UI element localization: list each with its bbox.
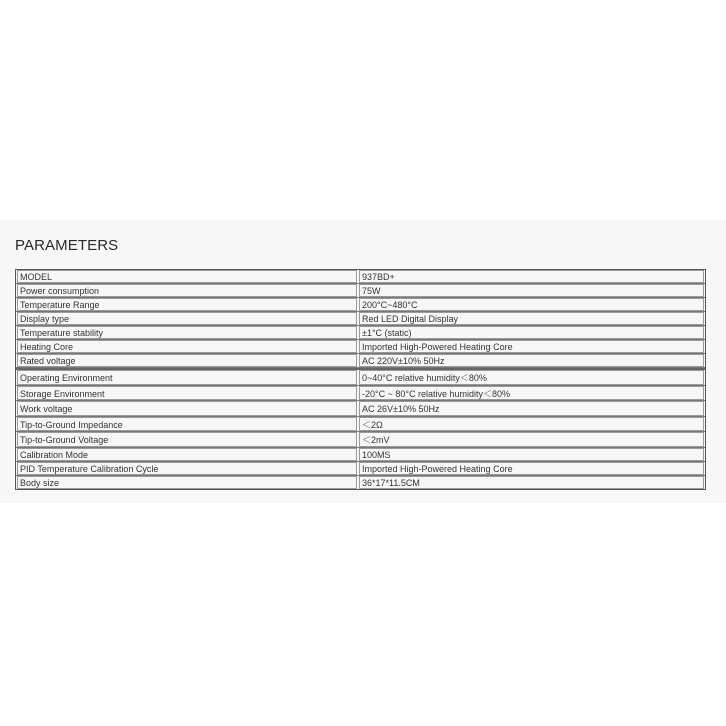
spec-label-operating-environment: Operating Environment: [17, 370, 357, 385]
spec-value-temperature-stability: ±1°C (static): [359, 326, 704, 339]
table-row: [16, 298, 705, 312]
spec-label-storage-environment: Storage Environment: [17, 386, 357, 401]
table-row: [16, 354, 705, 368]
parameters-table: [15, 269, 706, 490]
table-row: [16, 284, 705, 298]
spec-label-display-type: Display type: [17, 312, 357, 325]
section-title: PARAMETERS: [15, 237, 119, 254]
spec-label-rated-voltage: Rated voltage: [17, 354, 357, 367]
spec-value-power: 75W: [359, 284, 704, 297]
spec-value-rated-voltage: AC 220V±10% 50Hz: [359, 354, 704, 367]
spec-value-operating-environment: 0~40°C relative humidity＜80%: [359, 370, 704, 385]
spec-label-work-voltage: Work voltage: [17, 401, 357, 416]
spec-value-tip-ground-impedance: ＜2Ω: [359, 417, 704, 432]
table-row: [16, 326, 705, 340]
spec-value-heating-core: Imported High-Powered Heating Core: [359, 340, 704, 353]
spec-label-pid-calibration-cycle: PID Temperature Calibration Cycle: [17, 462, 357, 475]
spec-value-pid-calibration-cycle: Imported High-Powered Heating Core: [359, 462, 704, 475]
spec-label-body-size: Body size: [17, 476, 357, 489]
table-row: [16, 312, 705, 326]
table-row: [16, 448, 705, 462]
spec-label-power: Power consumption: [17, 284, 357, 297]
spec-value-model: 937BD+: [359, 270, 704, 283]
spec-label-temperature-stability: Temperature stability: [17, 326, 357, 339]
spec-label-heating-core: Heating Core: [17, 340, 357, 353]
table-row: [16, 401, 705, 417]
table-row: [16, 386, 705, 402]
spec-label-model: MODEL: [17, 270, 357, 283]
parameters-panel: [0, 220, 726, 503]
spec-label-temperature-range: Temperature Range: [17, 298, 357, 311]
spec-value-storage-environment: -20°C ~ 80°C relative humidity＜80%: [359, 386, 704, 401]
table-row: [16, 476, 705, 489]
spec-value-calibration-mode: 100MS: [359, 448, 704, 461]
spec-value-display-type: Red LED Digital Display: [359, 312, 704, 325]
spec-label-tip-ground-voltage: Tip-to-Ground Voltage: [17, 432, 357, 447]
spec-label-calibration-mode: Calibration Mode: [17, 448, 357, 461]
table-row: [16, 417, 705, 433]
spec-value-tip-ground-voltage: ＜2mV: [359, 432, 704, 447]
table-row: [16, 368, 705, 386]
table-row: [16, 432, 705, 448]
spec-label-tip-ground-impedance: Tip-to-Ground Impedance: [17, 417, 357, 432]
table-row: [16, 462, 705, 476]
spec-value-body-size: 36*17*11.5CM: [359, 476, 704, 489]
table-row: [16, 270, 705, 284]
spec-value-temperature-range: 200°C~480°C: [359, 298, 704, 311]
table-row: [16, 340, 705, 354]
spec-value-work-voltage: AC 26V±10% 50Hz: [359, 401, 704, 416]
